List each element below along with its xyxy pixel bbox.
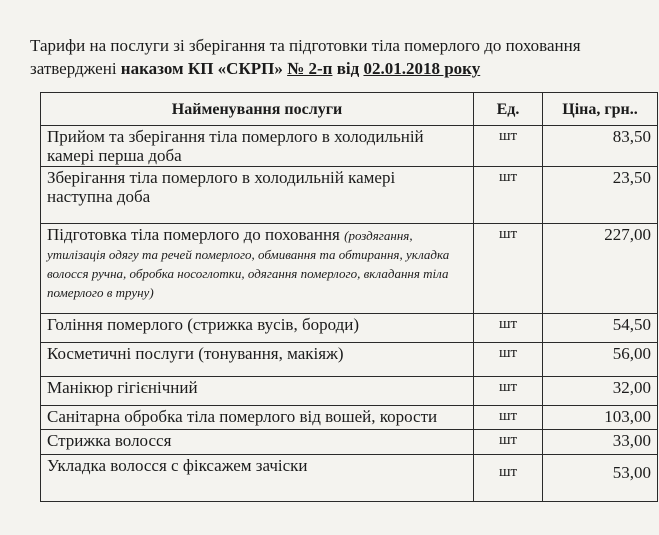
header-price: Ціна, грн.. (543, 93, 658, 126)
table-row (41, 377, 658, 406)
service-price: 23,50 (543, 167, 658, 224)
service-unit: шт (474, 430, 543, 455)
service-name-line: камері перша доба (47, 146, 182, 165)
table-row (41, 314, 658, 343)
service-name: Косметичні послуги (тонування, макіяж) (41, 343, 474, 377)
service-unit: шт (474, 167, 543, 224)
service-unit: шт (474, 343, 543, 377)
table-row (41, 430, 658, 455)
service-name (41, 224, 474, 314)
date-prefix: від (336, 59, 360, 78)
service-unit: шт (474, 377, 543, 406)
service-price: 56,00 (543, 343, 658, 377)
service-price: 54,50 (543, 314, 658, 343)
service-name: Гоління померлого (стрижка вусів, бороди) (41, 314, 474, 343)
table-row (41, 224, 658, 314)
header-unit: Ед. (474, 93, 543, 126)
table-row (41, 455, 658, 502)
service-name: Санітарна обробка тіла померлого від вошей, корости (41, 406, 474, 430)
document-heading (30, 34, 659, 80)
service-name (41, 167, 474, 224)
service-unit: шт (474, 406, 543, 430)
tariffs-table (40, 92, 658, 502)
service-name-line: Зберігання тіла померлого в холодильній камері (47, 168, 396, 187)
service-price: 227,00 (543, 224, 658, 314)
service-price: 103,00 (543, 406, 658, 430)
table-header-row (41, 93, 658, 126)
heading-approved-text: затверджені (30, 59, 121, 78)
service-unit: шт (474, 455, 543, 502)
service-name (41, 126, 474, 167)
table-row (41, 343, 658, 377)
table-row (41, 126, 658, 167)
service-name: Стрижка волосся (41, 430, 474, 455)
service-name-line: Прийом та зберігання тіла померлого в холодильній (47, 127, 424, 146)
service-unit: шт (474, 126, 543, 167)
service-name-line: наступна доба (47, 187, 151, 206)
service-price: 83,50 (543, 126, 658, 167)
service-name: Укладка волосся с фіксажем зачіски (41, 455, 474, 502)
service-name-text: Підготовка тіла померлого до поховання (47, 225, 340, 244)
service-price: 32,00 (543, 377, 658, 406)
heading-line-2 (30, 57, 659, 80)
order-date: 02.01.2018 року (363, 59, 481, 78)
header-service-name: Найменування послуги (41, 93, 474, 126)
service-unit: шт (474, 314, 543, 343)
service-price: 33,00 (543, 430, 658, 455)
order-number: № 2-п (287, 59, 333, 78)
table-row (41, 406, 658, 430)
service-price: 53,00 (543, 455, 658, 502)
table-row (41, 167, 658, 224)
heading-line-1: Тарифи на послуги зі зберігання та підготовки тіла померлого до поховання (30, 36, 581, 55)
service-note: (роздягання, утилізація одягу та речей померлого, обмивання та обтирання, укладка волосся ручна, обробка носоглотки, одягання померлого, вкладання тіла померлого в труну) (47, 228, 450, 300)
service-unit: шт (474, 224, 543, 314)
service-name: Манікюр гігієнічний (41, 377, 474, 406)
order-label: наказом КП «СКРП» (120, 59, 283, 78)
